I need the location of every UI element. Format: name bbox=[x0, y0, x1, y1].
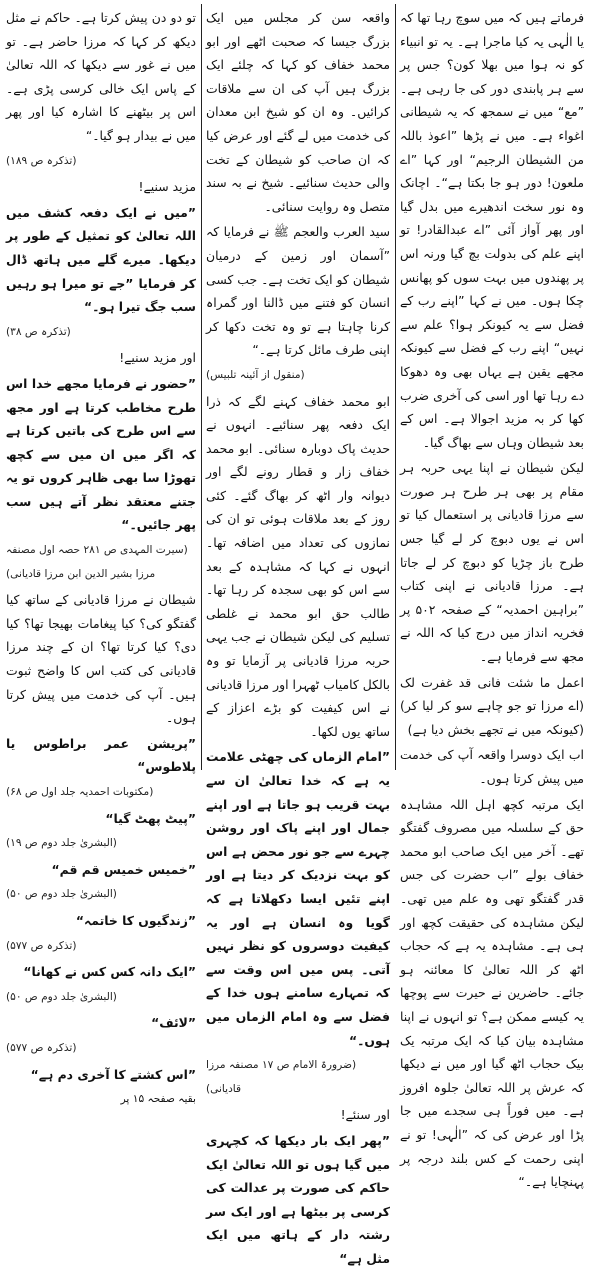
paragraph: شیطان نے مرزا قادیانی کے ساتھ کیا گفتگو کی؟ کیا پیغامات بھیجا تھا؟ کیا دی؟ کیا کرتا تھا؟ ان کے چند مرزا قادیانی کی کتب اس کا واضح ثبوت ہیں۔ آپ کی خدمت میں پیش کرتا ہوں۔ bbox=[6, 592, 196, 726]
paragraph: اب ایک دوسرا واقعہ آپ کی خدمت میں پیش کرتا ہوں۔ bbox=[400, 747, 584, 786]
quotation: ”زندگیوں کا خاتمہ“ bbox=[75, 912, 196, 928]
paragraph: ایک مرتبہ کچھ اہل اللہ مشاہدہ حق کے سلسلہ میں مصروف گفتگو تھے۔ آخر میں ایک صاحب ابو محمد خفاف بولے ”اب حضرت کی جس قدر گفتگو تھی وہ علم میں تھی۔ لیکن مشاہدہ کی حقیقت کچھ اور ہی ہے۔ مشاہدہ یہ ہے کہ حجاب اٹھ کر اللہ تعالیٰ کا معائنہ ہو جائے۔ حاضرین نے حیرت سے پوچھا یہ کیسے ممکن ہے؟ تو انہوں نے اپنا مشاہدہ بیان کیا کہ ایک مرتبہ یک بیک حجاب اٹھ گیا اور میں نے دیکھا کہ عرش پر اللہ تعالیٰ جلوہ افروز ہے۔ میں فوراً ہی سجدے میں جا پڑا اور عرض کی کہ ”الٰہی! تو نے اپنی رحمت کے کس بلند درجہ پر پہنچایا ہے۔“ bbox=[400, 796, 584, 1190]
quotation: ”میں نے ایک دفعہ کشف میں اللہ تعالیٰ کو تمثیل کے طور پر دیکھا۔ میرے گلے میں ہاتھ ڈال کر فرمایا ”جے تو میرا ہو رہیں سب جگ تیرا ہو۔“ bbox=[6, 204, 196, 315]
citation: (تذکرہ ص ۱۸۹) bbox=[6, 154, 77, 167]
quotation: ”اس کشتے کا آخری دم ہے“ bbox=[30, 1066, 196, 1082]
paragraph: سید العرب والعجم ﷺ نے فرمایا کہ ”آسمان اور زمین کے درمیان شیطان کو ایک تخت ہے۔ جب کسی انسان کو فتنے میں ڈالنا اور گمراہ کرنا چاہتا ہے تو وہ تخت دکھا کر اپنی طرف مائل کرتا ہے۔“ bbox=[206, 224, 390, 358]
quotation: ”پھر ایک بار دیکھا کہ کچہری میں گیا ہوں تو اللہ تعالیٰ ایک حاکم کی صورت پر عدالت کی کرسی پر بیٹھا ہے اور ایک سر رشتہ دار کے ہاتھ میں ایک مثل ہے“ bbox=[206, 1132, 390, 1266]
quotation: ”امام الزماں کی چھٹی علامت یہ ہے کہ خدا تعالیٰ ان سے بہت قریب ہو جاتا ہے اور اپنے جمال اور اپنے پاک اور روشن چہرے سے جو نور محض ہے اس کو بہت نزدیک کر دیتا ہے اور اپنے تئیں ایسا دکھلاتا ہے کہ گویا وہ انسان ہے اور یہ کیفیت دوسروں کو نظر نہیں آتی۔ پس میں اس وقت سے کہ تمہارے سامنے ہوں خدا کے فضل سے وہ امام الزماں میں ہوں۔“ bbox=[206, 749, 390, 1048]
quotation: ”پیٹ پھٹ گیا“ bbox=[105, 810, 196, 826]
paragraph: واقعہ سن کر مجلس میں ایک بزرگ جیسا کہ صحبت اٹھے اور ابو محمد خفاف کو کہا کہ چلئے ایک بزرگ ہیں آپ کی ان سے ملاقات کرائیں۔ وہ ان کو شیخ ابن معدان کی خدمت میں لے گئے اور عرض کیا کہ ان صاحب کو شیطان کے تخت والی حدیث سنائیے۔ شیخ نے بہ سند متصل وہ روایت سنائی۔ bbox=[206, 10, 390, 214]
citation: (تذکرہ ص ۵۷۷) bbox=[6, 939, 77, 952]
paragraph: مزید سنیے! bbox=[138, 179, 196, 195]
paragraph: فرماتے ہیں کہ میں سوچ رہا تھا کہ یا الٰہی یہ کیا ماجرا ہے۔ یہ تو انبیاء کو نہ ہوا میں بھلا کون؟ جس پر سے ہر پابندی دور کی جا رہی ہے۔ ”مع“ میں نے سمجھ کہ یہ شیطانی اغواء ہے۔ میں نے پڑھا ”اعوذ باللہ من الشیطان الرجیم“ اور کہا ”اے ملعون! دور ہو جا بکتا ہے“۔ اچانک وہ نور سخت اندھیرے میں بدل گیا اور پھر آواز آئی ”اے عبدالقادر! تو اپنے علم کی بدولت بچ گیا ورنہ اس پر پھندوں میں بہت سوں کو پھانس چکا ہوں۔ میں نے کہا ”اپنے رب کے فضل سے یہ کیونکر ہوا؟ علم سے نہیں“ اپنے رب کے فضل سے کیونکہ مجھے یقین ہے یہاں بھی وہ دھوکا دے رہا تھا اور اسی کی آخری ضرب کھا کر بہ مزید اجوالا ہے۔ اس کے بعد شیطان وہاں سے بھاگ گیا۔ bbox=[400, 10, 584, 450]
citation: (البشریٰ جلد دوم ص ۱۹) bbox=[6, 837, 117, 850]
column-middle bbox=[206, 6, 390, 1266]
column-right bbox=[400, 6, 584, 1190]
citation: (مکتوبات احمدیہ جلد اول ص ۶۸) bbox=[6, 786, 154, 798]
column-divider bbox=[395, 4, 396, 770]
paragraph: ابو محمد خفاف کہنے لگے کہ ذرا ایک دفعہ پھر سنائیے۔ انہوں نے حدیث پاک دوبارہ سنائی۔ ابو محمد خفاف زار و قطار رونے لگے اور دیوانہ وار اٹھ کر بھاگ گئے۔ کئی روز کے بعد ملاقات ہوئی تو ان کی نمازوں کی تعداد میں اضافہ تھا۔ انہوں نے کہا کہ مشاہدہ کے بعد سے اس کو بھی سجدہ کر رہا تھا۔ طالب حق ابو محمد نے غلطی تسلیم کی لیکن شیطان نے جب یہی حربہ مرزا قادیانی پر آزمایا تو وہ بالکل کامیاب ٹھہرا اور مرزا قادیانی نے اس کیفیت کو بڑے اعزاز کے ساتھ یوں لکھا۔ bbox=[206, 393, 390, 739]
citation: (البشریٰ جلد دوم ص ۵۰) bbox=[6, 990, 117, 1003]
citation: (تذکرہ ص ۳۸) bbox=[6, 325, 71, 338]
paragraph: لیکن شیطان نے اپنا یہی حربہ ہر مقام پر بھی ہر طرح ہر صورت سے مرزا قادیانی پر استعمال کیا تو اس نے یوں دبوچ کر لے گیا جس طرح باز چڑیا کو دبوچ کر لے جاتا ہے۔ مرزا قادیانی نے اپنی کتاب ”براہین احمدیہ“ کے صفحہ ۵۰۲ پر فخریہ انداز میں درج کیا کہ اللہ نے مجھ سے فرمایا ہے۔ bbox=[400, 460, 584, 665]
citation: (البشریٰ جلد دوم ص ۵۰) bbox=[6, 888, 117, 901]
paragraph: تو دو دن پیش کرتا ہے۔ حاکم نے مثل دیکھ کر کہا کہ مرزا حاضر ہے۔ تو میں نے غور سے دیکھا کہ اللہ تعالیٰ کے پاس ایک خالی کرسی پڑی ہے۔ اس پر بیٹھنے کا اشارہ کیا اور پھر میں نے بیدار ہو گیا۔“ bbox=[6, 10, 196, 143]
column-left bbox=[6, 6, 196, 1106]
citation: (منقول از آئینہ تلبیس) bbox=[206, 368, 305, 381]
page-continuation-note: بقیہ صفحہ ۱۵ پر bbox=[120, 1093, 196, 1106]
paragraph: اعمل ما شئت فانی قد غفرت لک (اے مرزا تو جو چاہے سو کر لیا کر) (کیونکہ میں نے تجھے بخش دیا ہے) bbox=[400, 674, 584, 737]
quotation: ”لائف“ bbox=[151, 1015, 196, 1031]
quotation: ”خمیس خمیس قم قم“ bbox=[51, 861, 196, 877]
quotation: ”حضور نے فرمایا مجھے خدا اس طرح مخاطب کرتا ہے اور مجھ سے اس طرح کی باتیں کرتا ہے کہ اگر میں ان میں سے کچھ تھوڑا سا بھی ظاہر کروں تو یہ جتنے معتقد نظر آتے ہیں سب پھر جائیں۔“ bbox=[6, 375, 196, 533]
citation: (تذکرہ ص ۵۷۷) bbox=[6, 1041, 77, 1054]
citation: (ضرورۃ الامام ص ۱۷ مصنفہ مرزا قادیانی) bbox=[206, 1059, 357, 1095]
quotation: ”ایک دانہ کس کس نے کھانا“ bbox=[23, 964, 196, 980]
quotation: ”پریشن عمر براطوس یا پلاطوس“ bbox=[6, 735, 196, 775]
paragraph: اور مزید سنیے! bbox=[119, 350, 196, 366]
column-divider bbox=[201, 4, 202, 770]
paragraph: اور سنئے! bbox=[340, 1107, 390, 1123]
citation: (سیرت المہدی ص ۲۸۱ حصہ اول مصنفہ مرزا بشیر الدین ابن مرزا قادیانی) bbox=[6, 544, 188, 580]
